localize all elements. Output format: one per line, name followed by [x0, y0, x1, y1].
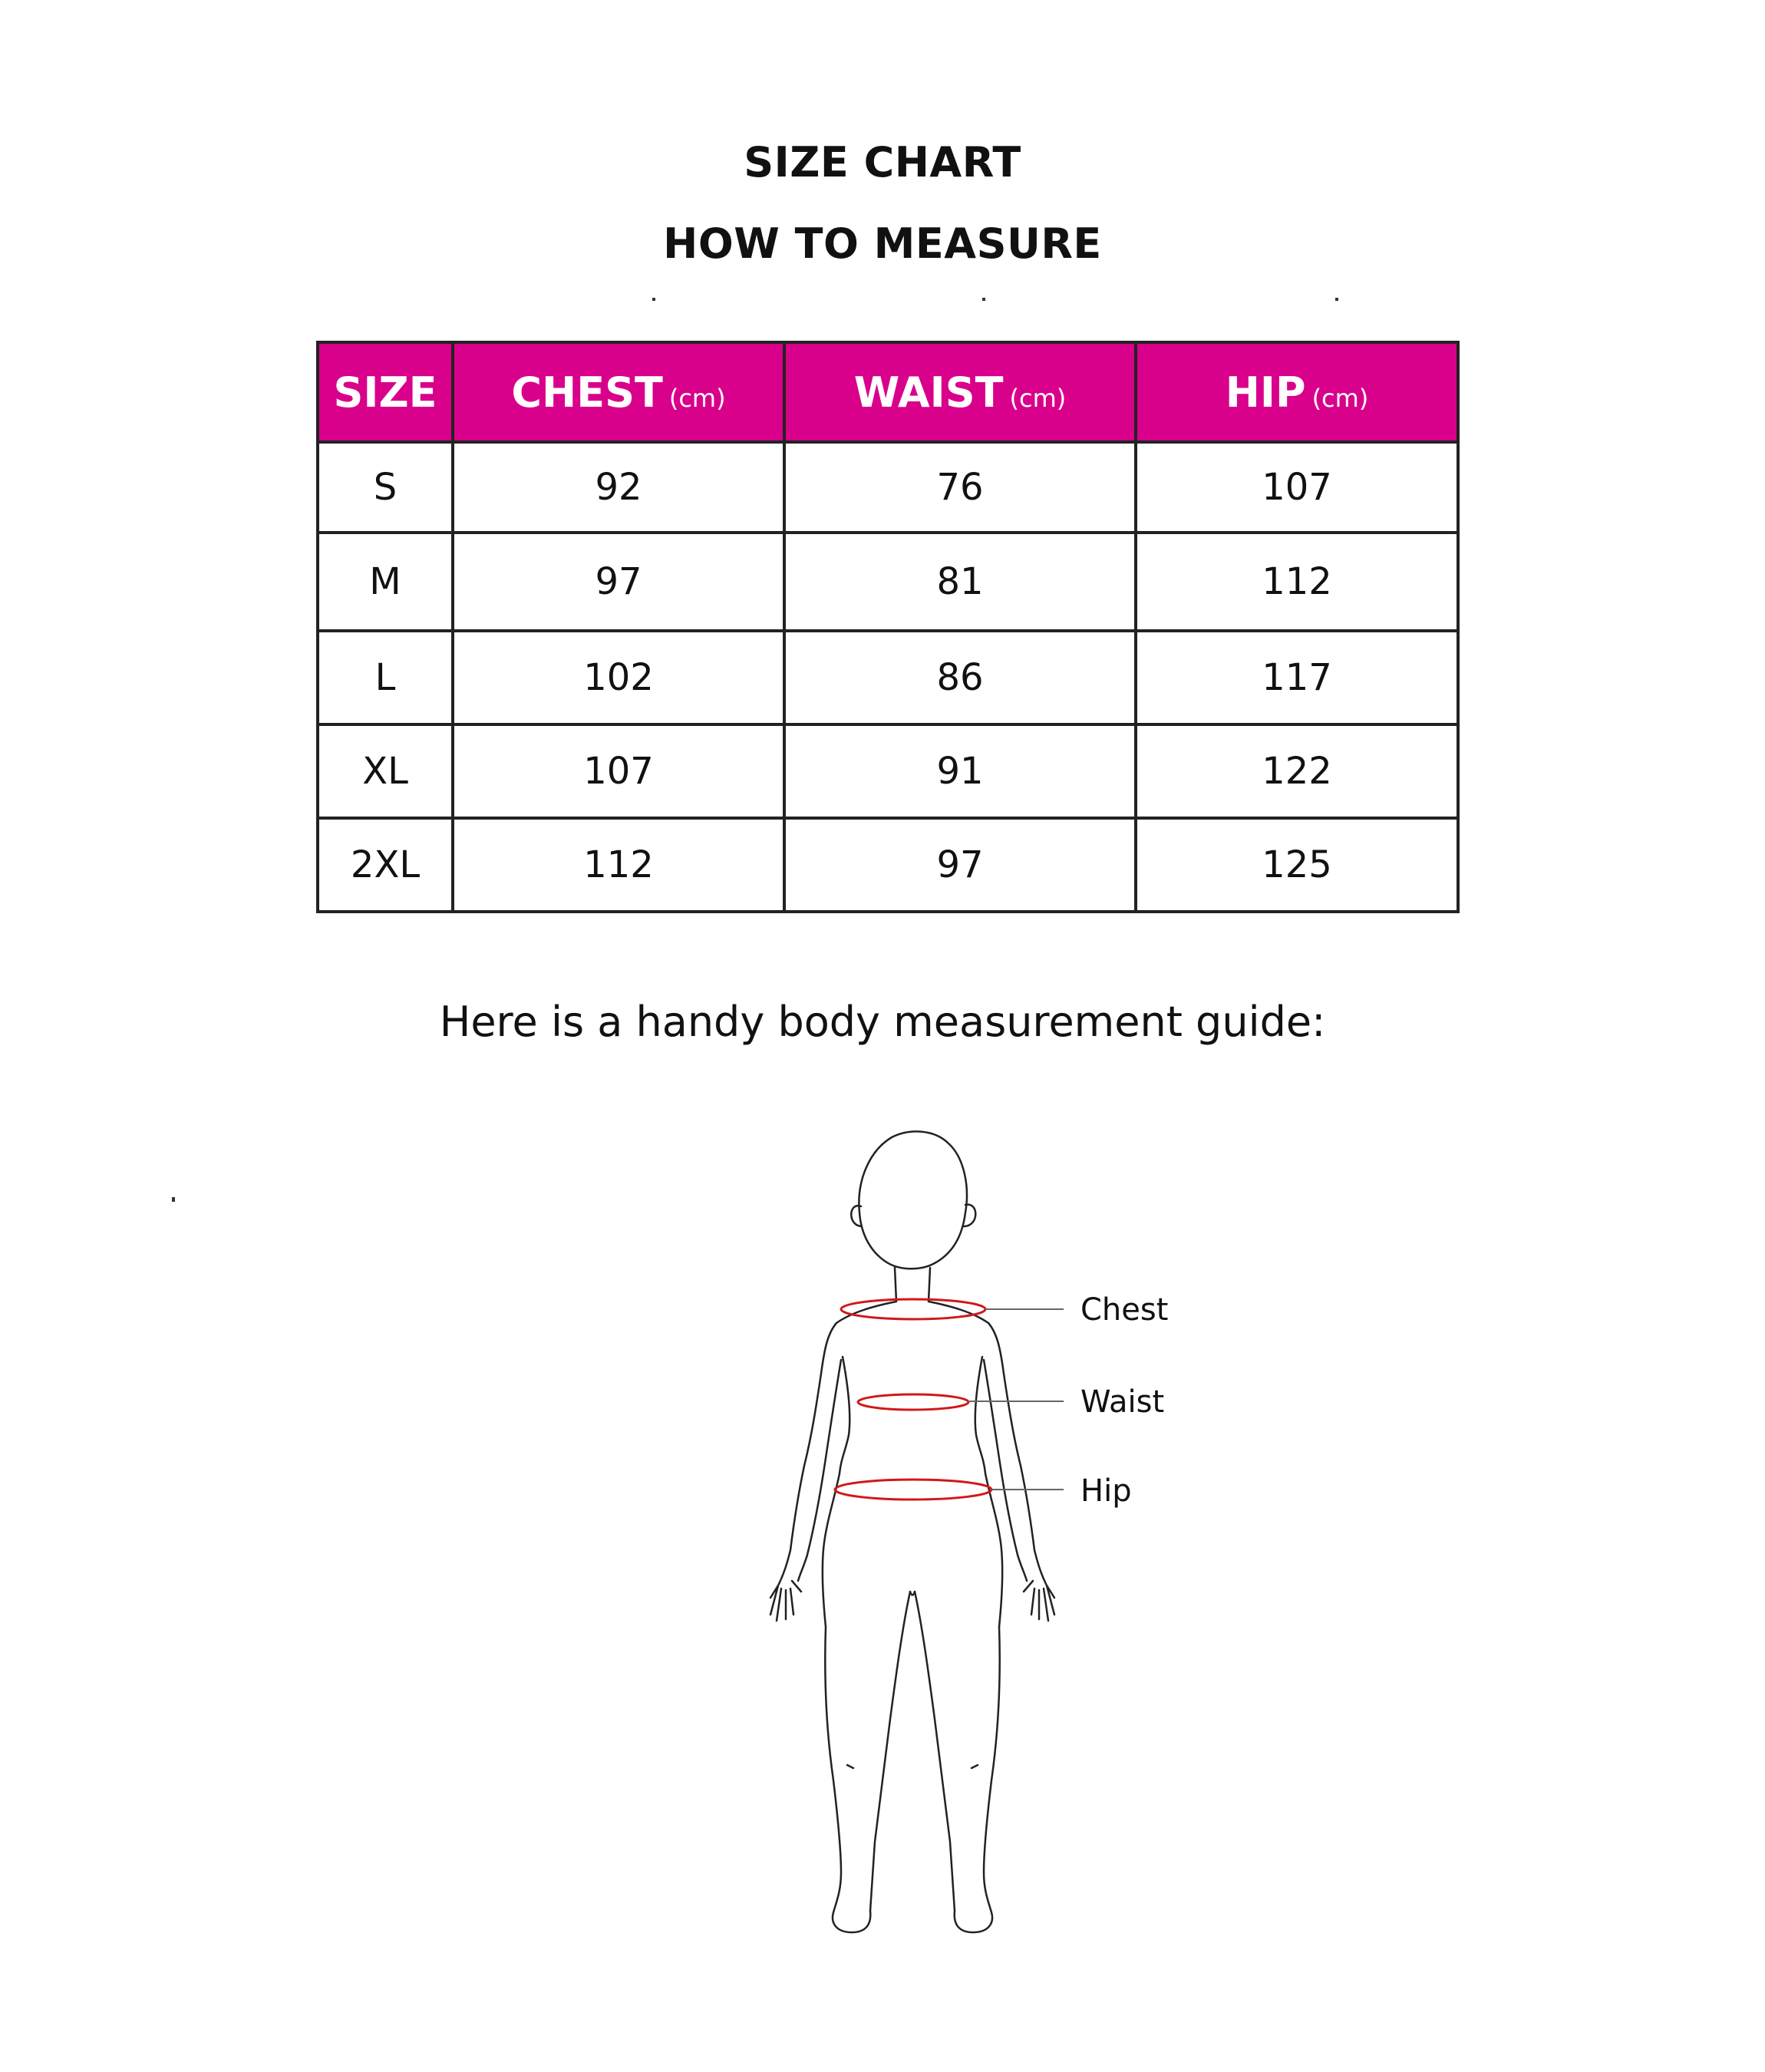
cell-size: 2XL	[318, 818, 453, 912]
waist-ring	[858, 1394, 968, 1410]
cell-waist: 76	[784, 442, 1136, 533]
header-size	[318, 342, 453, 442]
cell-hip: 125	[1136, 818, 1458, 912]
header-unit: (cm)	[1311, 383, 1369, 413]
header-label: CHEST	[511, 368, 663, 417]
waist-label: Waist	[1080, 1384, 1165, 1420]
table-row	[318, 724, 1458, 818]
header-hip	[1136, 342, 1458, 442]
cell-size: M	[318, 533, 453, 631]
table-row	[318, 818, 1458, 912]
head-outline	[859, 1131, 967, 1269]
cell-chest: 102	[453, 631, 784, 724]
neck-outline	[895, 1268, 930, 1302]
hip-ring	[835, 1480, 991, 1500]
cell-chest: 112	[453, 818, 784, 912]
body-measurement-figure	[691, 1090, 1305, 1949]
chest-label: Chest	[1080, 1292, 1169, 1328]
cell-chest: 92	[453, 442, 784, 533]
left-arm-inner	[798, 1360, 841, 1581]
header-unit: (cm)	[668, 383, 726, 413]
crotch	[910, 1592, 915, 1595]
header-label: SIZE	[333, 368, 437, 417]
cell-hip: 107	[1136, 442, 1458, 533]
cell-size: S	[318, 442, 453, 533]
measurement-guide-text: Here is a handy body measurement guide:	[439, 998, 1326, 1046]
cell-waist: 86	[784, 631, 1136, 724]
cell-waist: 91	[784, 724, 1136, 818]
body-outline	[770, 1302, 1054, 1621]
cell-chest: 107	[453, 724, 784, 818]
size-chart-title: SIZE CHART	[744, 138, 1021, 186]
right-leg-outer	[955, 1627, 1000, 1932]
cell-chest: 97	[453, 533, 784, 631]
stray-dot	[1335, 298, 1338, 301]
table-row	[318, 631, 1458, 724]
stray-dot	[172, 1197, 175, 1202]
table-row	[318, 533, 1458, 631]
cell-waist: 81	[784, 533, 1136, 631]
left-leg-outer	[825, 1627, 870, 1932]
cell-hip: 112	[1136, 533, 1458, 631]
table-row	[318, 442, 1458, 533]
knee-marks	[847, 1765, 978, 1768]
cell-hip: 117	[1136, 631, 1458, 724]
header-chest	[453, 342, 784, 442]
hip-label: Hip	[1080, 1473, 1132, 1509]
chest-ring	[841, 1299, 985, 1319]
cell-size: XL	[318, 724, 453, 818]
cell-waist: 97	[784, 818, 1136, 912]
right-arm-inner	[984, 1360, 1027, 1581]
left-leg-inner	[870, 1592, 910, 1911]
header-waist	[784, 342, 1136, 442]
stray-dot	[652, 298, 655, 301]
how-to-measure-title: HOW TO MEASURE	[663, 219, 1102, 268]
header-unit: (cm)	[1009, 383, 1067, 413]
size-table	[316, 341, 1460, 913]
stray-dot	[982, 298, 985, 301]
header-label: WAIST	[853, 368, 1004, 417]
right-leg-inner	[915, 1592, 955, 1911]
header-label: HIP	[1225, 368, 1306, 417]
table-header-row	[318, 342, 1458, 442]
cell-hip: 122	[1136, 724, 1458, 818]
cell-size: L	[318, 631, 453, 724]
